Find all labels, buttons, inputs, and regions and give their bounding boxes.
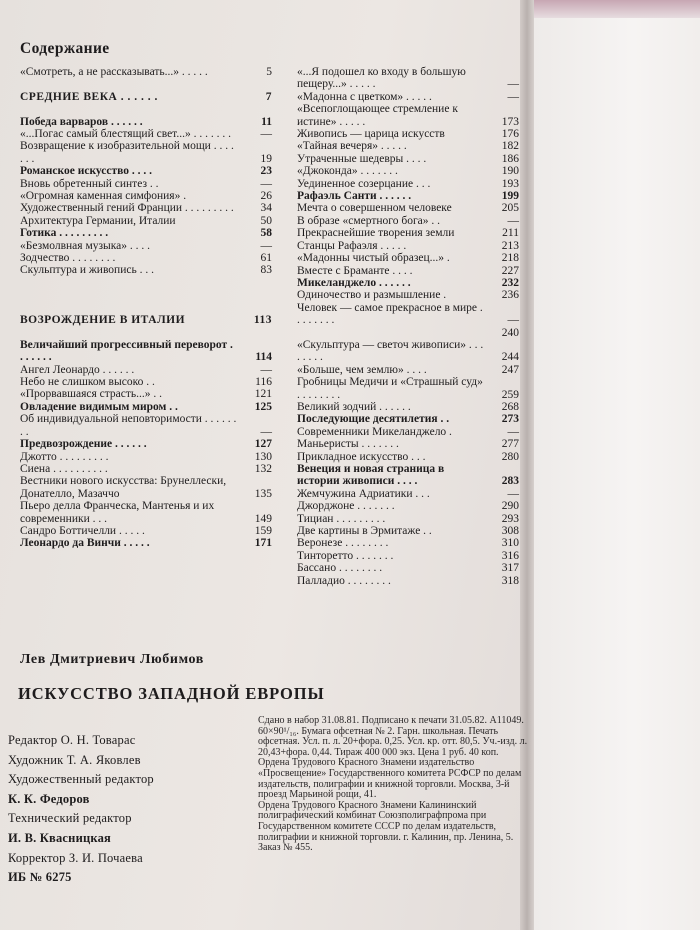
- toc-entry-page: 61: [260, 252, 272, 265]
- facing-page: [534, 0, 700, 930]
- toc-entry: [20, 364, 272, 376]
- toc-entry: [297, 376, 519, 401]
- toc-entry: [297, 240, 519, 252]
- toc-entry: [20, 202, 272, 214]
- toc-entry-title: Одиночество и размышление .: [297, 289, 447, 302]
- toc-entry-title: Сиена . . . . . . . . . .: [20, 462, 108, 475]
- toc-entry: [20, 314, 272, 326]
- toc-entry-title: Об индивидуальной неповторимости . . . . . . . .: [20, 413, 237, 438]
- toc-entry-page: 130: [254, 450, 272, 463]
- toc-entry: [297, 426, 519, 438]
- imprint-publisher: Ордена Трудового Красного Знамени издательство «Просвещение» Государственного комитета РСФСР по делам издательств, полиграфии и книжной торговли. Москва, 3-й проезд Марьиной рощи, 41.: [258, 757, 522, 801]
- toc-entry: [20, 227, 272, 239]
- toc-entry: [20, 413, 272, 438]
- toc-entry-page: 34: [260, 202, 272, 215]
- toc-entry-page: 7: [265, 90, 272, 103]
- toc-entry-page: 132: [254, 462, 272, 475]
- toc-entry-title: Веронезе . . . . . . . .: [297, 537, 389, 550]
- toc-entry-page: 280: [501, 450, 519, 463]
- toc-entry: [297, 153, 519, 165]
- toc-entry-title: Мечта о совершенном человеке: [297, 202, 452, 215]
- toc-entry-page: 190: [501, 165, 519, 178]
- toc-entry-page: 182: [501, 140, 519, 153]
- toc-entry: [297, 327, 519, 339]
- toc-entry-page: 318: [501, 574, 519, 587]
- toc-entry-title: Овладение видимым миром . .: [20, 400, 178, 413]
- toc-entry-title: «Скульптура — светоч живописи» . . . . . . . .: [297, 338, 484, 364]
- toc-entry-page: —: [260, 239, 272, 252]
- toc-entry: [297, 202, 519, 214]
- toc-entry-title: Венеция и новая страница в истории живописи . . . .: [297, 462, 445, 488]
- toc-entry-page: 244: [501, 351, 519, 364]
- toc-entry: [20, 240, 272, 252]
- toc-entry-page: 308: [501, 525, 519, 538]
- credits-list: [8, 731, 254, 888]
- toc-entry-title: Утраченные шедевры . . . .: [297, 152, 427, 165]
- toc-entry: [20, 463, 272, 475]
- toc-entry-page: 240: [501, 326, 519, 339]
- toc-entry-page: 218: [501, 252, 519, 265]
- toc-entry-title: Две картины в Эрмитаже . .: [297, 525, 432, 538]
- toc-entry: [20, 128, 272, 140]
- toc-entry-title: «Прорвавшаяся страсть...» . .: [20, 388, 163, 401]
- toc-entry-title: Победа варваров . . . . . .: [20, 115, 143, 128]
- toc-entry: [297, 265, 519, 277]
- toc-entry-title: Джорджоне . . . . . . .: [297, 500, 395, 513]
- toc-entry-page: —: [260, 177, 272, 190]
- toc-entry-title: «Джоконда» . . . . . . .: [297, 165, 398, 178]
- toc-entry: [20, 537, 272, 549]
- toc-entry-title: «Тайная вечеря» . . . . .: [297, 140, 407, 153]
- toc-entry-title: Маньеристы . . . . . . .: [297, 438, 399, 451]
- toc-entry: [20, 190, 272, 202]
- toc-entry-title: Зодчество . . . . . . . .: [20, 252, 116, 265]
- toc-entry: [20, 339, 272, 364]
- toc-entry: [20, 215, 272, 227]
- toc-entry: [297, 140, 519, 152]
- toc-entry: [20, 525, 272, 537]
- credit-line: Технический редактор: [8, 811, 132, 826]
- toc-entry: [297, 190, 519, 202]
- toc-entry-page: 23: [260, 165, 272, 178]
- toc-entry-title: Предвозрождение . . . . . .: [20, 438, 147, 451]
- toc-entry: [20, 500, 272, 525]
- toc-entry-title: Жемчужина Адриатики . . .: [297, 487, 430, 500]
- toc-entry: [20, 78, 272, 90]
- toc-entry-title: СРЕДНИЕ ВЕКА . . . . . .: [20, 90, 158, 103]
- toc-entry: [297, 165, 519, 177]
- toc-entry-title: «Мадонна с цветком» . . . . .: [297, 90, 432, 103]
- toc-entry-page: 293: [501, 512, 519, 525]
- toc-entry-page: 205: [501, 202, 519, 215]
- toc-entry: [297, 302, 519, 327]
- toc-entry: [297, 500, 519, 512]
- toc-entry-title: «Мадонны чистый образец...» .: [297, 252, 450, 265]
- toc-entry-title: «...Я подошел ко входу в большую пещеру...» . . . . .: [297, 66, 466, 91]
- toc-entry-page: 317: [501, 562, 519, 575]
- toc-entry: [20, 376, 272, 388]
- toc-entry-title: Станцы Рафаэля . . . . .: [297, 239, 407, 252]
- toc-entry-page: 19: [260, 152, 272, 165]
- toc-entry-title: Леонардо да Винчи . . . . .: [20, 537, 150, 550]
- toc-left-column: [20, 66, 272, 550]
- toc-entry: [20, 277, 272, 289]
- toc-entry-title: В образе «смертного бога» . .: [297, 214, 441, 227]
- toc-entry-title: ВОЗРОЖДЕНИЕ В ИТАЛИИ: [20, 314, 186, 327]
- toc-entry-page: 186: [501, 152, 519, 165]
- toc-entry-title: Рафаэль Санти . . . . . .: [297, 190, 412, 203]
- toc-entry-title: Вместе с Браманте . . . .: [297, 264, 413, 277]
- toc-entry-title: Романское искусство . . . .: [20, 165, 153, 178]
- toc-entry-page: 11: [261, 115, 272, 128]
- toc-entry-title: «Смотреть, а не рассказывать...» . . . . .: [20, 66, 208, 78]
- credit-line: Художественный редактор: [8, 772, 154, 787]
- toc-entry-page: 199: [501, 190, 519, 203]
- toc-entry-title: Возвращение к изобразительной мощи . . . . . . .: [20, 140, 234, 165]
- toc-right-column: [297, 66, 519, 587]
- toc-entry-page: 173: [501, 115, 519, 128]
- toc-entry: [20, 451, 272, 463]
- toc-entry-title: Современники Микеланджело .: [297, 425, 452, 438]
- toc-entry-page: —: [507, 78, 519, 91]
- toc-entry-title: «...Погас самый блестящий свет...» . . . . . . .: [20, 128, 231, 140]
- toc-entry-title: «Больше, чем землю» . . . .: [297, 363, 427, 376]
- toc-entry-title: Тициан . . . . . . . . .: [297, 512, 386, 525]
- toc-entry-page: 259: [501, 388, 519, 401]
- credit-line: Редактор О. Н. Товарас: [8, 733, 136, 747]
- toc-entry: [297, 451, 519, 463]
- book-title: ИСКУССТВО ЗАПАДНОЙ ЕВРОПЫ: [18, 684, 325, 703]
- toc-entry: [297, 252, 519, 264]
- toc-entry-page: 232: [501, 276, 519, 289]
- toc-entry: [297, 66, 519, 91]
- toc-entry: [297, 364, 519, 376]
- imprint-printer: Ордена Трудового Красного Знамени Калининский полиграфический комбинат Союзполиграфпрома при Государственном комитете СССР по делам издательств, полиграфии и книжной торговли. г. Калинин, пр. Ленина, 5. Заказ № 455.: [258, 799, 514, 854]
- toc-entry-title: Небо не слишком высоко . .: [20, 376, 155, 389]
- toc-entry: [20, 438, 272, 450]
- toc-entry-page: 83: [260, 264, 272, 277]
- toc-entry-title: Живопись — царица искусств: [297, 128, 445, 141]
- toc-entry-page: 114: [255, 351, 272, 364]
- toc-entry: [20, 475, 272, 500]
- toc-entry-page: —: [507, 425, 519, 438]
- toc-entry-page: 116: [255, 376, 272, 389]
- toc-entry-page: 58: [260, 227, 272, 240]
- toc-entry-page: —: [507, 214, 519, 227]
- toc-entry-title: «Всепоглощающее стремление к истине» . . . . .: [297, 103, 458, 128]
- toc-entry: [20, 252, 272, 264]
- toc-entry-page: 135: [254, 487, 272, 500]
- toc-entry: [20, 302, 272, 314]
- toc-entry-page: 127: [254, 438, 272, 451]
- toc-entry-title: «Огромная каменная симфония» .: [20, 190, 187, 203]
- toc-entry: [297, 339, 519, 364]
- toc-entry: [20, 66, 272, 78]
- toc-entry-title: Человек — самое прекрасное в мире . . . . . . . .: [297, 301, 483, 327]
- toc-entry: [20, 140, 272, 165]
- toc-entry-page: 125: [254, 400, 272, 413]
- toc-entry-page: 176: [501, 128, 519, 141]
- toc-entry-page: 171: [254, 537, 272, 550]
- toc-entry: [297, 537, 519, 549]
- toc-entry: [297, 413, 519, 425]
- credit-line: ИБ № 6275: [8, 870, 72, 885]
- toc-entry-title: Гробницы Медичи и «Страшный суд» . . . . . . . .: [297, 376, 483, 401]
- toc-entry: [297, 178, 519, 190]
- toc-entry-page: —: [260, 363, 272, 376]
- toc-entry-title: Палладио . . . . . . . .: [297, 574, 391, 587]
- toc-entry-page: 193: [501, 177, 519, 190]
- toc-entry-title: Вновь обретенный синтез . .: [20, 177, 159, 190]
- toc-entry-title: Микеланджело . . . . . .: [297, 276, 411, 289]
- toc-entry-title: Последующие десятилетия . .: [297, 413, 450, 426]
- toc-entry-title: Джотто . . . . . . . . .: [20, 450, 109, 463]
- toc-entry: [297, 128, 519, 140]
- author-name: Лев Дмитриевич Любимов: [20, 652, 204, 667]
- toc-entry: [297, 277, 519, 289]
- toc-entry-page: 213: [501, 239, 519, 252]
- toc-entry-page: 5: [266, 66, 272, 78]
- toc-entry: [297, 550, 519, 562]
- toc-entry-page: —: [260, 128, 272, 140]
- toc-entry: [20, 289, 272, 301]
- toc-entry: [297, 289, 519, 301]
- toc-entry: [297, 401, 519, 413]
- toc-entry-page: 268: [501, 400, 519, 413]
- toc-entry: [20, 165, 272, 177]
- toc-entry-title: Уединенное созерцание . . .: [297, 177, 431, 190]
- toc-entry-page: 50: [260, 214, 272, 227]
- toc-entry: [297, 438, 519, 450]
- toc-entry-page: 159: [254, 524, 272, 537]
- toc-entry-page: 121: [254, 388, 272, 401]
- toc-entry: [20, 326, 272, 338]
- toc-entry: [297, 463, 519, 488]
- toc-entry-title: Архитектура Германии, Италии: [20, 214, 176, 227]
- toc-entry-page: 149: [254, 512, 272, 525]
- toc-entry: [20, 103, 272, 115]
- toc-entry-page: 26: [260, 190, 272, 203]
- toc-entry-title: Прикладное искусство . . .: [297, 450, 426, 463]
- toc-entry-title: Тинторетто . . . . . . .: [297, 549, 394, 562]
- toc-entry-page: —: [260, 425, 272, 438]
- toc-entry: [20, 264, 272, 276]
- toc-entry-page: 273: [501, 413, 519, 426]
- toc-entry-page: 316: [501, 549, 519, 562]
- toc-entry: [297, 562, 519, 574]
- toc-entry: [297, 488, 519, 500]
- toc-entry: [20, 116, 272, 128]
- imprint-block: [258, 716, 528, 854]
- toc-entry-page: —: [507, 314, 519, 327]
- toc-entry: [297, 103, 519, 128]
- toc-entry-title: Великий зодчий . . . . . .: [297, 400, 411, 413]
- toc-entry: [20, 178, 272, 190]
- toc-entry: [297, 513, 519, 525]
- toc-entry-page: 211: [502, 227, 519, 240]
- toc-entry-title: Ангел Леонардо . . . . . .: [20, 363, 135, 376]
- toc-entry-title: Готика . . . . . . . . .: [20, 227, 109, 240]
- credit-line: Художник Т. А. Яковлев: [8, 752, 141, 767]
- toc-entry-page: 290: [501, 500, 519, 513]
- toc-entry-title: «Безмолвная музыка» . . . .: [20, 239, 151, 252]
- toc-entry-page: 283: [501, 475, 519, 488]
- toc-entry: [297, 575, 519, 587]
- toc-entry-title: Вестники нового искусства: Брунеллески, Донателло, Мазаччо: [20, 475, 227, 500]
- credit-line: Корректор З. И. Почаева: [8, 850, 143, 865]
- toc-entry-title: Пьеро делла Франческа, Мантенья и их современники . . .: [20, 500, 215, 525]
- toc-entry-page: 236: [501, 289, 519, 302]
- toc-entry-title: Прекраснейшие творения земли: [297, 227, 455, 240]
- background-strip: [534, 0, 700, 18]
- toc-entry-page: 310: [501, 537, 519, 550]
- imprint-print-details: Сдано в набор 31.08.81. Подписано к печати 31.05.82. А11049. 60×90¹/₁₆. Бумага офсетная № 2. Гарн. школьная. Печать офсетная. Усл. п. л. 20+фора. 0,25. Усл. кр. отт. 80,5. Уч.-изд. л. 20,43+фора. 0,44. Тираж 400 000 экз. Цена 1 руб. 40 коп.: [258, 715, 528, 758]
- credit-line: И. В. Квасницкая: [8, 830, 112, 845]
- toc-entry-title: Скульптура и живопись . . .: [20, 264, 154, 277]
- toc-entry-page: 247: [501, 363, 519, 376]
- toc-entry-page: 113: [253, 314, 272, 327]
- toc-entry: [297, 91, 519, 103]
- toc-entry: [297, 215, 519, 227]
- toc-entry-page: 227: [501, 264, 519, 277]
- toc-entry: [20, 388, 272, 400]
- toc-entry: [297, 525, 519, 537]
- toc-entry-title: Художественный гений Франции . . . . . . . . .: [20, 202, 234, 215]
- toc-entry: [297, 227, 519, 239]
- credit-line: К. К. Федоров: [8, 791, 90, 806]
- toc-entry: [20, 401, 272, 413]
- toc-entry-title: Величайший прогрессивный переворот . . . . . . .: [20, 338, 233, 364]
- toc-entry-page: —: [507, 487, 519, 500]
- toc-entry-title: Сандро Боттичелли . . . . .: [20, 524, 145, 537]
- toc-entry-page: —: [507, 90, 519, 103]
- toc-entry: [20, 91, 272, 103]
- toc-entry-title: Бассано . . . . . . . .: [297, 562, 383, 575]
- contents-title: Содержание: [20, 40, 110, 57]
- toc-entry-page: 277: [501, 438, 519, 451]
